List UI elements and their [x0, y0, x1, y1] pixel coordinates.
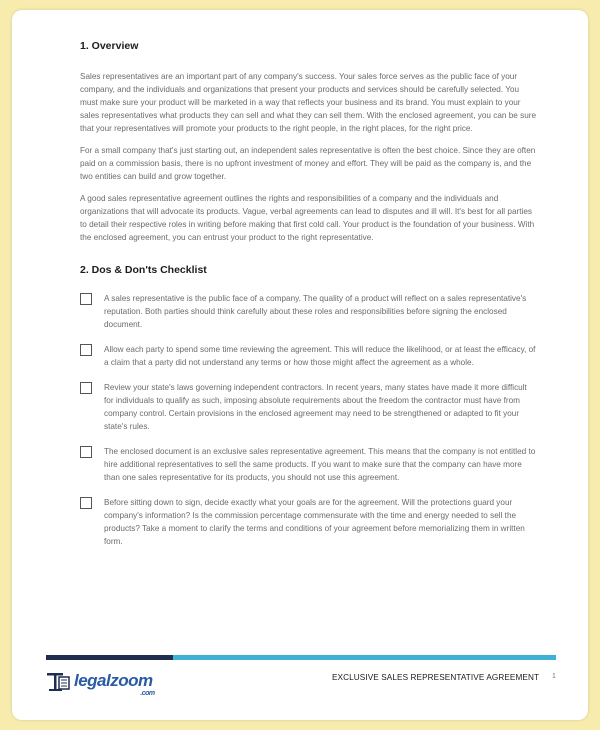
- checklist-heading: 2. Dos & Don'ts Checklist: [80, 264, 207, 276]
- checklist-item-text: A sales representative is the public face of a company. The quality of a product will reflect on a sales representative's reputation. Both parties should think carefully about these roles and responsibilities before signing the enclosed document.: [104, 294, 527, 329]
- checklist-item-text: Before sitting down to sign, decide exactly what your goals are for the agreement. Will the protections guard your company's information? Is the commission percentage commensurate with the time and energy needed to sell the products? Take a moment to clarify the terms and conditions of your agreement before memorializing them in written form.: [104, 498, 525, 546]
- overview-paragraph: For a small company that's just starting out, an independent sales representative is often the best choice. Since they are often paid on a commission basis, there is no upfront investment of money and effort. They will be paid as the company is, and the two entities can build and grow together.: [80, 146, 536, 181]
- page-number: 1: [552, 673, 556, 680]
- footer-bar-blue: [173, 655, 556, 660]
- checkbox[interactable]: [80, 382, 92, 394]
- checkbox[interactable]: [80, 293, 92, 305]
- overview-paragraph: Sales representatives are an important part of any company's success. Your sales force serves as the public face of your company, and the individuals and organizations that present your products and services should be carefully selected. You must make sure your product will be marketed in a way that reflects your business and its brand. You must explain to your sales representatives what products they can sell and what they can sell them. With the enclosed agreement, you can be sure that your representatives will promote your products to the right people, in the right places, for the right price.: [80, 72, 537, 133]
- document-page: [12, 10, 588, 720]
- overview-heading: 1. Overview: [80, 40, 139, 52]
- logo-text: legalzoom: [74, 671, 153, 690]
- logo-wordmark: [74, 671, 155, 697]
- legalzoom-logo: [46, 668, 155, 697]
- overview-paragraph: A good sales representative agreement outlines the rights and responsibilities of a company and the individuals and organizations that will advocate its products. Vague, verbal agreements can lead to disputes and ill will. It's best for all parties to detail their respective roles in writing before making that first cold call. Your product is the foundation of your business. With the enclosed agreement, you can entrust your product to the right representative.: [80, 194, 535, 242]
- footer-bar-dark: [46, 655, 173, 660]
- legalzoom-scales-icon: [46, 670, 72, 692]
- checklist-item-text: Allow each party to spend some time reviewing the agreement. This will reduce the likelihood, or at least the efficacy, of a claim that a party did not understand any terms or how those might affect the agreement as a whole.: [104, 345, 536, 367]
- logo-suffix: .com: [140, 690, 155, 697]
- checkbox[interactable]: [80, 446, 92, 458]
- checklist-item-text: Review your state's laws governing independent contractors. In recent years, many states have made it more difficult for individuals to qualify as such, imposing absolute requirements about the freedom the contractor must have from company control. Certain provisions in the enclosed agreement may need to be strengthened or adapted to fit your state's rules.: [104, 383, 527, 431]
- checklist-item: [80, 292, 538, 331]
- checkbox[interactable]: [80, 344, 92, 356]
- checklist-item: [80, 343, 538, 369]
- checklist-item-text: The enclosed document is an exclusive sales representative agreement. This means that the company is not entitled to hire additional representatives to sell the same products. If you want to make sure that the company can have more than one sales representative for its products, you should not use this agreement.: [104, 447, 536, 482]
- footer-document-title: EXCLUSIVE SALES REPRESENTATIVE AGREEMENT: [332, 673, 540, 682]
- checklist-item: [80, 496, 538, 548]
- checklist-item: [80, 381, 538, 433]
- checkbox[interactable]: [80, 497, 92, 509]
- checklist-item: [80, 445, 538, 484]
- document-content: [80, 40, 538, 560]
